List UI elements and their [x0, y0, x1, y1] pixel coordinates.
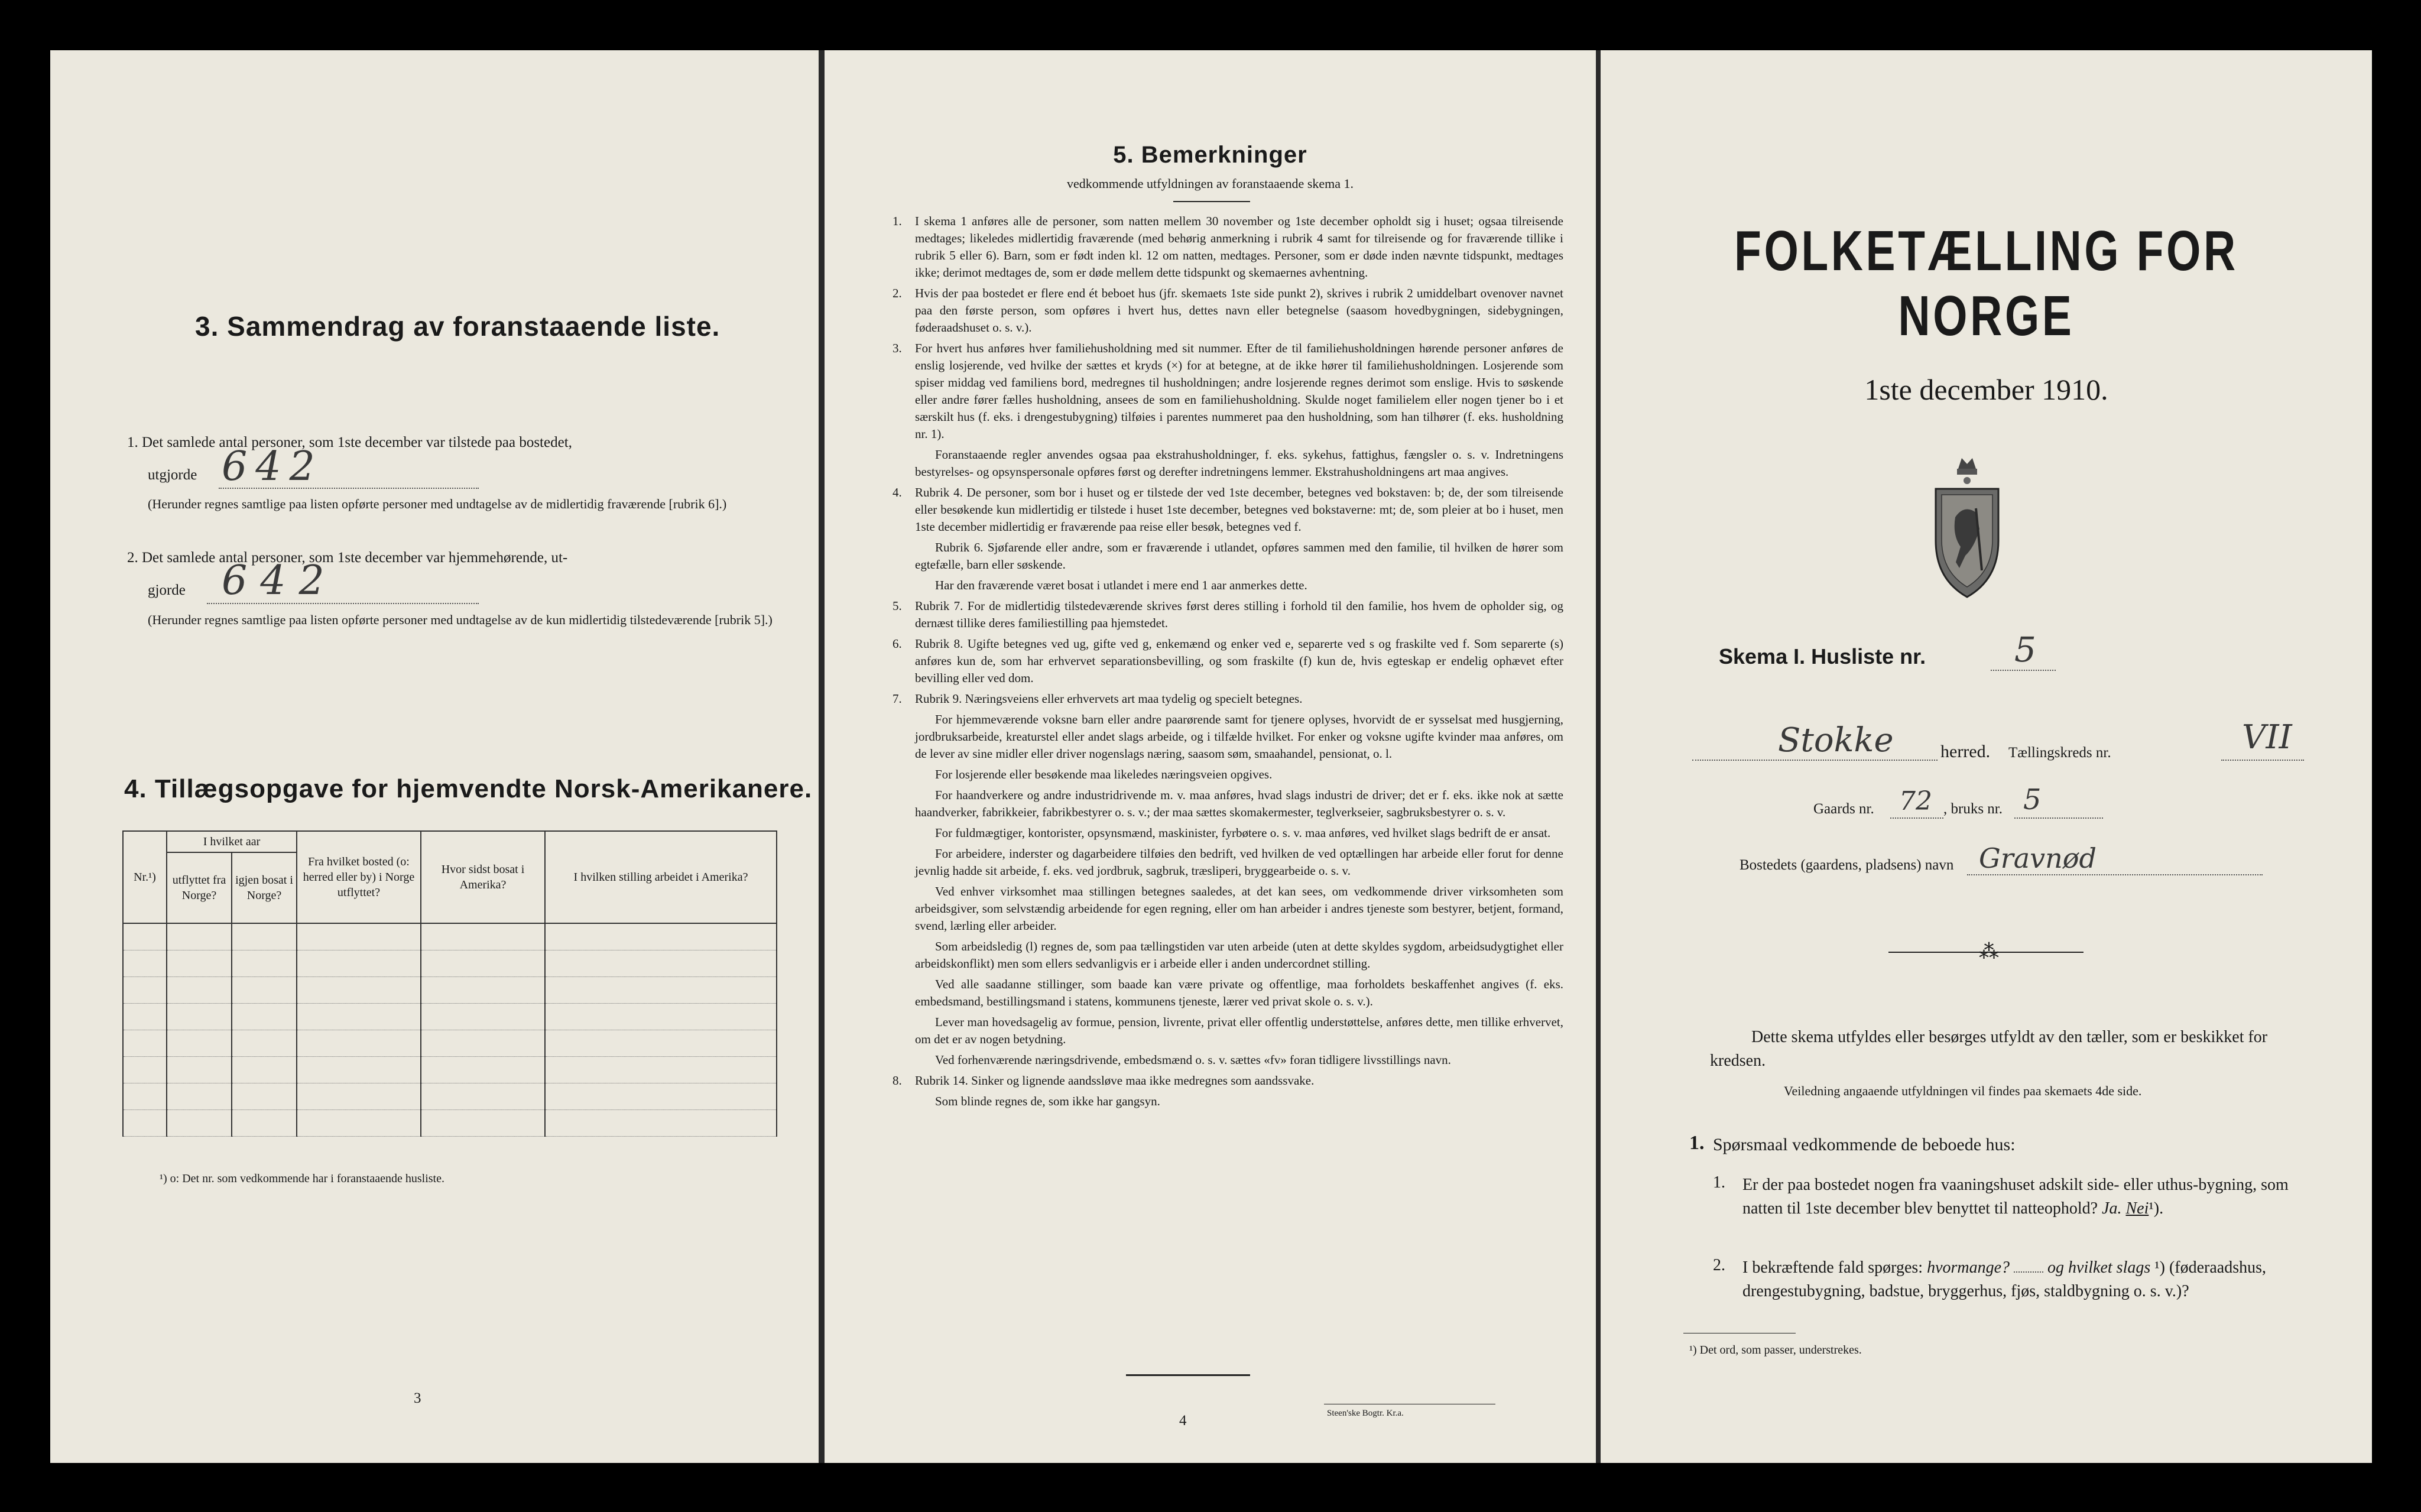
- remark-num: 2.: [893, 286, 902, 300]
- q1-sup: ¹).: [2149, 1199, 2164, 1218]
- item2-text: 2. Det samlede antal personer, som 1ste december var hjemmehørende, ut-: [127, 550, 568, 566]
- q2-text-d: ¹): [2154, 1258, 2165, 1277]
- item1-text: 1. Det samlede antal personer, som 1ste december var tilstede paa bostedet,: [127, 434, 572, 450]
- q2-block: [1742, 1256, 2301, 1303]
- table-cell: [297, 1004, 421, 1030]
- remark-item: [893, 635, 1563, 687]
- q1-answer-prefix: Ja.: [2102, 1199, 2122, 1218]
- table-cell: [545, 977, 777, 1004]
- th-from-where: Fra hvilket bosted (o: herred eller by) i Norge utflyttet?: [297, 831, 421, 923]
- remark-paragraph: Rubrik 6. Sjøfarende eller andre, som er fraværende i utlandet, opføres sammen med den familie, til hvilken de hører som egtefælle, barn eller søskende.: [915, 540, 1563, 572]
- remark-num: 1.: [893, 214, 902, 228]
- table-cell: [123, 977, 167, 1004]
- herred-dotline: [1692, 760, 1938, 761]
- kreds-label: Tællingskreds nr.: [2008, 745, 2111, 761]
- table-cell: [232, 950, 297, 977]
- th-emigrated: utflyttet fra Norge?: [167, 852, 232, 923]
- table-cell: [421, 1083, 545, 1110]
- fold-left: [819, 50, 825, 1463]
- table-cell: [167, 1057, 232, 1083]
- table-cell: [297, 1057, 421, 1083]
- page-right: [1601, 50, 2372, 1463]
- table-cell: [232, 1057, 297, 1083]
- remark-text: I skema 1 anføres alle de personer, som natten mellem 30 november og 1ste december opholdt sig i huset; ogsaa tilreisende medtages; likeledes midlertidig fraværende (med behørig anmerkning i rubrik 4 samt for tilreisende og for fraværende tillike i rubrik 5 eller 6). Barn, som er født inden kl. 12 om natten, medtages. Personer, som er døde inden nævnte tidspunkt, medtages ikke; derimot medtages de, som er døde mellem dette tidspunkt og skemaernes avhentning.: [915, 214, 1563, 280]
- page-middle: [825, 50, 1596, 1463]
- table-cell: [545, 1057, 777, 1083]
- table-cell: [545, 1004, 777, 1030]
- table-cell: [545, 1030, 777, 1057]
- remark-paragraph: For haandverkere og andre industridrivende m. v. maa anføres, hvad slags industri de driver; det er f. eks. ikke nok at sætte haandverker, fabrikkeier, fabrikbestyrer o. s. v.; der maa sættes skomakermester, teglverkseier, sagbruksbestyrer o. s. v.: [915, 788, 1563, 819]
- table-cell: [167, 1030, 232, 1057]
- coat-of-arms-icon: [1929, 452, 2005, 600]
- remark-paragraph: For fuldmægtiger, kontorister, opsynsmænd, maskinister, fyrbøtere o. s. v. maa anføres, ved hvilket slags bedrift de er ansat.: [935, 826, 1551, 840]
- table-cell: [421, 923, 545, 950]
- husliste-dotline: [1991, 670, 2056, 671]
- kreds-dotline: [2221, 760, 2304, 761]
- remark-text: Rubrik 14. Sinker og lignende aandssløve maa ikke medregnes som aandssvake.: [915, 1073, 1315, 1088]
- left-footnote: ¹) o: Det nr. som vedkommende har i foranstaaende husliste.: [160, 1172, 444, 1185]
- remark-text: Rubrik 4. De personer, som bor i huset og er tilstede der ved 1ste december, betegnes ved bokstaven: b; de, der som tilreisende eller besøkende kun midlertidig er tilstede i huset 1ste december, betegnes ved bokstaverne: mt; de, som pleier at bo i huset, men 1ste december midlertidig er fraværende paa reise eller besøk, betegnes ved f.: [915, 485, 1563, 534]
- printer-mark: Steen'ske Bogtr. Kr.a.: [1327, 1409, 1404, 1418]
- table-cell: [167, 1004, 232, 1030]
- table-cell: [232, 1004, 297, 1030]
- table-cell: [545, 923, 777, 950]
- middle-page-number: 4: [1179, 1413, 1187, 1429]
- gaards-label: Gaards nr.: [1813, 801, 1874, 817]
- q1-num: 1.: [1713, 1173, 1725, 1192]
- item1-note: (Herunder regnes samtlige paa listen opførte personer med undtagelse av de midlertidig fraværende [rubrik 6].): [148, 497, 727, 511]
- table-cell: [545, 950, 777, 977]
- instructions: Dette skema utfyldes eller besørges utfyldt av den tæller, som er beskikket for kredsen.: [1710, 1028, 2268, 1070]
- table-cell: [421, 1030, 545, 1057]
- husliste-nr: 5: [2014, 630, 2036, 670]
- table-cell: [123, 1004, 167, 1030]
- th-last-residence: Hvor sidst bosat i Amerika?: [421, 831, 545, 923]
- remark-paragraph: Som arbeidsledig (l) regnes de, som paa tællingstiden var uten arbeide (uten at dette skyldes sygdom, arbeidsudygtighet eller arbeidskonflikt) men som ellers sedvanligvis er i arbeide eller i anden undercordnet stilling.: [915, 939, 1563, 971]
- remark-paragraph: Lever man hovedsagelig av formue, pension, livrente, privat eller offentlig understøttelse, anføres dette, men tillike erhvervet, om det er av nogen betydning.: [915, 1015, 1563, 1046]
- remark-paragraph: Har den fraværende været bosat i utlandet i mere end 1 aar anmerkes dette.: [935, 578, 1307, 592]
- gaards-value: 72: [1899, 786, 1932, 816]
- remark-text: Rubrik 9. Næringsveiens eller erhvervets art maa tydelig og specielt betegnes.: [915, 692, 1303, 706]
- right-footnote: ¹) Det ord, som passer, understrekes.: [1689, 1344, 1862, 1357]
- th-returned: igjen bosat i Norge?: [232, 852, 297, 923]
- remarks-title: 5. Bemerkninger: [1113, 142, 1307, 168]
- remark-item: [893, 1072, 1563, 1110]
- ornament-icon: ⁂: [1979, 941, 1999, 963]
- table-cell: [421, 1110, 545, 1137]
- table-cell: [123, 1057, 167, 1083]
- remark-text: Rubrik 7. For de midlertidig tilstedeværende skrives først deres stilling i forhold til den familie, hos hvem de opholder sig, og dernæst tillike deres familiestilling paa hjemstedet.: [915, 599, 1563, 630]
- q1-block: [1742, 1173, 2301, 1221]
- table-row: [123, 1030, 777, 1057]
- remark-paragraph: For hjemmeværende voksne barn eller andre paarørende samt for tjenere oplyses, hvorvidt de er sysselsat med husgjerning, jordbruksarbeide, kreaturstel eller andet slags arbeide, og i tilfælde hvilket. For enker og voksne ugifte kvinder maa anføres, om de lever av sine midler eller driver nogenslags næring, saasom søm, smaahandel, pensionat, o. l.: [915, 712, 1563, 761]
- table-row: [123, 1004, 777, 1030]
- table-cell: [297, 950, 421, 977]
- remarks-end-rule: [1126, 1374, 1250, 1376]
- table-cell: [232, 1030, 297, 1057]
- remark-paragraph: Ved enhver virksomhet maa stillingen betegnes saaledes, at det kan sees, om vedkommende driver virksomheten som arbeidsgiver, som selvstændig arbeidende for egen regning, eller om han arbeider i andres tjeneste som bestyrer, betjent, formand, svend, lærling eller arbeider.: [915, 884, 1563, 933]
- remark-item: [893, 340, 1563, 481]
- table-row: [123, 923, 777, 950]
- remark-text: Hvis der paa bostedet er flere end ét beboet hus (jfr. skemaets 1ste side punkt 2), skrives i rubrik 2 umiddelbart ovenover navnet paa den første person, som opføres i hvert hus, dettes navn eller betegnelse (saasom hovedbygningen, sidebygningen, føderaadshuset o. s. v.).: [915, 286, 1563, 335]
- remark-item: [893, 213, 1563, 281]
- table-cell: [167, 923, 232, 950]
- bruks-dotline: [2014, 817, 2103, 819]
- remark-item: [893, 285, 1563, 336]
- table-cell: [297, 923, 421, 950]
- item2-label: gjorde: [148, 582, 186, 598]
- q-heading: Spørsmaal vedkommende de beboede hus:: [1713, 1135, 2016, 1154]
- main-title: FOLKETÆLLING FOR NORGE: [1734, 219, 2238, 348]
- q2-num: 2.: [1713, 1256, 1725, 1274]
- table-cell: [167, 1110, 232, 1137]
- section4-title: 4. Tillægsopgave for hjemvendte Norsk-Amerikanere.: [124, 774, 813, 803]
- table-row: [123, 977, 777, 1004]
- remark-num: 8.: [893, 1073, 902, 1088]
- table-row: [123, 950, 777, 977]
- table-row: [123, 1083, 777, 1110]
- q2-text-c: og hvilket slags: [2047, 1258, 2151, 1277]
- table-cell: [232, 977, 297, 1004]
- norsk-amerikanere-table: [122, 830, 777, 1137]
- census-date: 1ste december 1910.: [1864, 373, 2108, 406]
- table-cell: [545, 1110, 777, 1137]
- table-cell: [421, 1057, 545, 1083]
- table-cell: [123, 1030, 167, 1057]
- table-cell: [232, 1083, 297, 1110]
- item2-value: 642: [222, 557, 337, 604]
- kreds-value: VII: [2242, 718, 2292, 757]
- item1-dotline: [219, 488, 479, 489]
- table-cell: [232, 1110, 297, 1137]
- q1-text: Er der paa bostedet nogen fra vaaningshuset adskilt side- eller uthus-bygning, som natten til 1ste december blev benyttet til natteophold?: [1742, 1176, 2289, 1218]
- q2-text-b: hvormange?: [1927, 1258, 2010, 1277]
- remark-num: 4.: [893, 485, 902, 499]
- remark-num: 3.: [893, 341, 902, 355]
- remark-num: 7.: [893, 692, 902, 706]
- table-cell: [297, 977, 421, 1004]
- table-row: [123, 1057, 777, 1083]
- th-nr: Nr.¹): [123, 831, 167, 923]
- table-cell: [167, 977, 232, 1004]
- remarks-subtitle: vedkommende utfyldningen av foranstaaende skema 1.: [1066, 176, 1354, 191]
- table-cell: [123, 950, 167, 977]
- herred-value: Stokke: [1778, 721, 1894, 760]
- remark-text: Rubrik 8. Ugifte betegnes ved ug, gifte ved g, enkemænd og enker ved e, separerte ved s og fraskilte ved f. Som separerte (s) anføres kun de, som har erhvervet separationsbevilling, og som fraskilte (f) kun de, hvis egteskap er endelig ophævet efter bevilling eller ved dom.: [915, 637, 1563, 685]
- table-cell: [123, 1083, 167, 1110]
- table-cell: [297, 1030, 421, 1057]
- remark-num: 6.: [893, 637, 902, 651]
- th-occupation: I hvilken stilling arbeidet i Amerika?: [545, 831, 777, 923]
- remark-paragraph: For arbeidere, inderster og dagarbeidere tilføies den bedrift, ved hvilken de ved optællingen har arbeide eller forut for denne jevnlig hadde sit arbeide, f. eks. ved jordbruk, sagbruk, træsliperi, bryggearbeide o. s. v.: [915, 846, 1563, 878]
- bosted-value: Gravnød: [1979, 842, 2097, 874]
- remark-item: [893, 690, 1563, 1069]
- remark-text: For hvert hus anføres hver familiehusholdning med sit nummer. Efter de til familiehusholdningen hørende personer anføres de enslig losjerende, ved hvilke der sættes et kryds (×) for at betegne, at de ikke hører til familiehusholdningen. Losjerende som spiser middag ved familiens bord, medregnes til husholdningen; andre losjerende regnes derimot som enslige. Hvis to søskende eller andre fører fælles husholdning, ansees de som en familiehusholdning. Skulde noget familielem eller nogen tjener bo i et særskilt hus (f. eks. i drengestubygning) tilføies i parentes nummeret paa den husholdning, som han tilhører (f. eks. husholdning nr. 1).: [915, 341, 1563, 441]
- table-cell: [421, 977, 545, 1004]
- item1-value: 642: [222, 443, 323, 490]
- remark-paragraph: Ved forhenværende næringsdrivende, embedsmænd o. s. v. sættes «fv» foran tidligere livsstillings navn.: [935, 1053, 1451, 1067]
- remarks-title-rule: [1173, 201, 1250, 202]
- bosted-label: Bostedets (gaardens, pladsens) navn: [1740, 857, 1954, 873]
- table-cell: [167, 950, 232, 977]
- table-cell: [421, 950, 545, 977]
- remarks-list: [893, 213, 1563, 1114]
- guidance: Veiledning angaaende utfyldningen vil findes paa skemaets 4de side.: [1784, 1083, 2142, 1098]
- table-cell: [232, 923, 297, 950]
- table-cell: [123, 923, 167, 950]
- remark-paragraph: Som blinde regnes de, som ikke har gangsyn.: [935, 1094, 1160, 1108]
- q2-text-a: I bekræftende fald spørges:: [1742, 1258, 1923, 1277]
- q-heading-num: 1.: [1689, 1132, 1705, 1154]
- bruks-label: , bruks nr.: [1943, 801, 2003, 817]
- fold-right: [1596, 50, 1601, 1463]
- item2-dotline: [207, 603, 479, 604]
- remark-item: [893, 484, 1563, 594]
- q2-text-e: (føderaadshus, drengestubygning, badstue, bryggerhus, fjøs, staldbygning o. s. v.)?: [1742, 1258, 2267, 1300]
- table-cell: [297, 1083, 421, 1110]
- table-cell: [545, 1083, 777, 1110]
- remark-paragraph: Ved alle saadanne stillinger, som baade kan være private og offentlige, maa forholdets beskaffenhet angives (f. eks. embedsmand, bestillingsmand i statens, kommunens tjeneste, lærer ved privat skole o. s. v.).: [915, 977, 1563, 1008]
- bosted-dotline: [1967, 874, 2263, 875]
- remark-num: 5.: [893, 599, 902, 613]
- page-left: [50, 50, 819, 1463]
- item1-label: utgjorde: [148, 467, 197, 483]
- table-cell: [123, 1110, 167, 1137]
- remark-item: [893, 598, 1563, 632]
- remark-paragraph: For losjerende eller besøkende maa likeledes næringsveien opgives.: [935, 767, 1273, 781]
- q1-answer: Nei: [2125, 1199, 2149, 1218]
- section3-title: 3. Sammendrag av foranstaaende liste.: [195, 311, 721, 342]
- left-page-number: 3: [414, 1390, 421, 1406]
- schema-label: Skema I. Husliste nr.: [1719, 644, 1926, 669]
- bruks-value: 5: [2023, 783, 2042, 816]
- q2-dotline-1: [2014, 1271, 2043, 1273]
- table-row: [123, 1110, 777, 1137]
- remark-paragraph: Foranstaaende regler anvendes ogsaa paa ekstrahusholdninger, f. eks. sykehus, fattighus, fængsler o. s. v. Indretningens bestyrelses- og opsynspersonale opføres først og derefter indretningens lemmer. Ekstrahusholdningens art maa angives.: [915, 447, 1563, 479]
- item2-note: (Herunder regnes samtlige paa listen opførte personer med undtagelse av de kun midlertidig tilstedeværende [rubrik 5].): [148, 612, 773, 627]
- table-cell: [167, 1083, 232, 1110]
- table-cell: [297, 1110, 421, 1137]
- th-year-group: I hvilket aar: [167, 831, 297, 852]
- gaards-dotline: [1890, 817, 1943, 819]
- herred-label: herred.: [1940, 742, 1991, 761]
- table-cell: [421, 1004, 545, 1030]
